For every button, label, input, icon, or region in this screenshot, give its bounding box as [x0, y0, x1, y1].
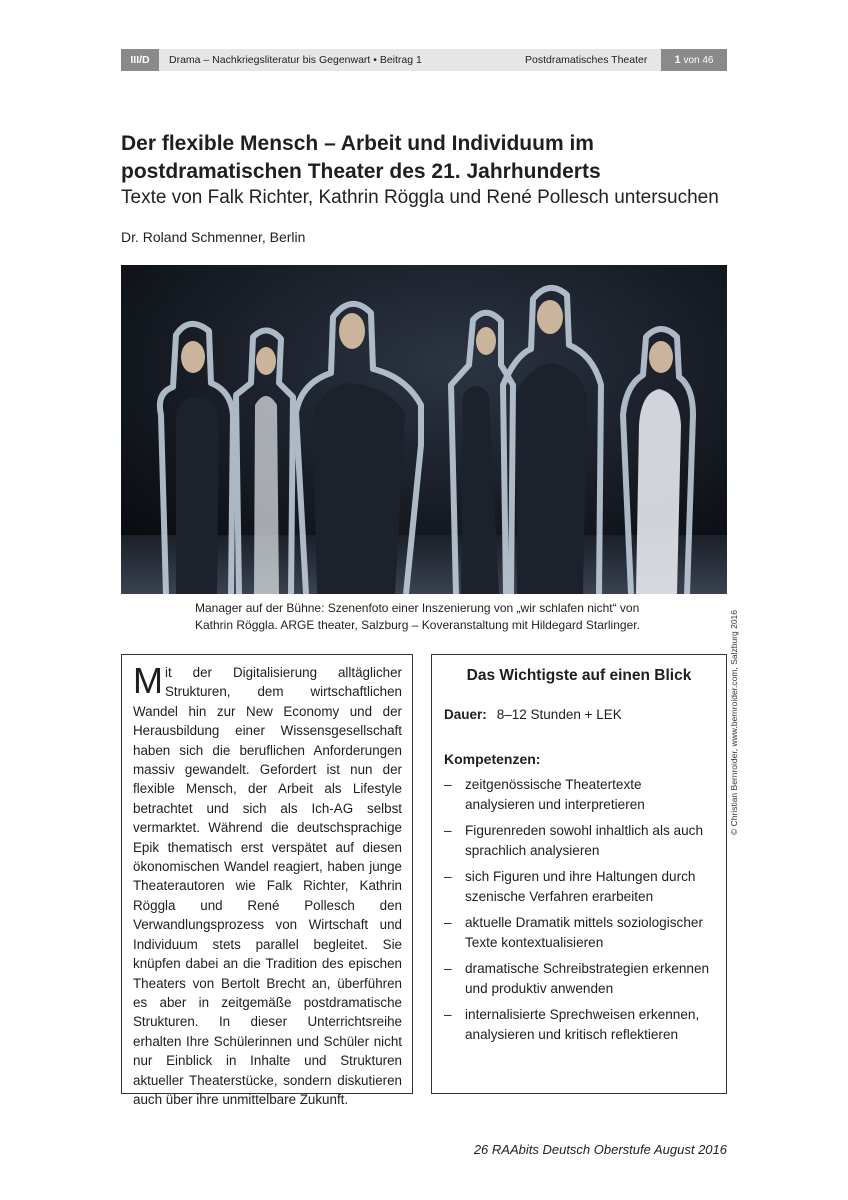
- page-number: 1: [674, 54, 681, 66]
- page-title: Der flexible Mensch – Arbeit und Individuum im postdramatischen Theater des 21. Jahrhunderts: [121, 132, 601, 183]
- photo-credit-text: © Christian Bernroider, www.bernroider.com, Salzburg 2016: [729, 609, 739, 835]
- list-item: – dramatische Schreibstrategien erkennen und produktiv anwenden: [444, 961, 710, 996]
- caption-line-2: Kathrin Röggla. ARGE theater, Salzburg – Koveranstaltung mit Hildegard Starlinger.: [195, 618, 640, 632]
- page-subtitle: Texte von Falk Richter, Kathrin Röggla und René Pollesch untersuchen: [121, 187, 719, 208]
- breadcrumb: Drama – Nachkriegsliteratur bis Gegenwart • Beitrag 1: [169, 54, 422, 66]
- key-box-heading: Das Wichtigste auf einen Blick: [466, 667, 692, 684]
- photo-credit: [725, 595, 745, 835]
- intro-text: it der Digitalisierung alltäglicher Strukturen, dem wirtschaftlichen Wandel hin zur New Economy und der Herausbildung einer Wissensgesellschaft haben sich die beruflichen Anforderungen massiv gewandelt. Gefordert ist nun der flexible Mensch, der Arbeit als Lifestyle betrachtet und sich als Ich-AG selbst vermarktet. Während die deutschsprachige Epik thematisch erst verspätet auf diesen ökonomischen Wandel reagiert, haben junge Theaterautoren wie Falk Richter, Kathrin Röggla und René Pollesch den Verwandlungsprozess von Wirtschaft und Individuum stets parallel begleitet. Sie knüpfen dabei an die Tradition des epischen Theaters von Bertolt Brecht an, überführen es aber in zeitgemäße postdramatische Strukturen. In dieser Unterrichtsreihe erhalten Ihre Schülerinnen und Schüler nicht nur Einblick in Inhalte und Strukturen aktueller Theaterstücke, sondern diskutieren auch über ihre unmittelbare Zukunft.: [133, 665, 402, 1107]
- drop-cap: M: [133, 660, 163, 701]
- duration-value: 8–12 Stunden + LEK: [496, 707, 622, 722]
- photo-caption: [195, 600, 675, 634]
- key-info-box: [431, 654, 727, 1094]
- list-item: – aktuelle Dramatik mittels soziologischer Texte kontextualisieren: [444, 915, 703, 950]
- list-item: – Figurenreden sowohl inhaltlich als auch sprachlich analysieren: [444, 823, 704, 858]
- competencies-list: [444, 775, 714, 1044]
- stage-photo: [121, 265, 727, 594]
- caption-line-1: Manager auf der Bühne: Szenenfoto einer Inszenierung von „wir schlafen nicht“ von: [195, 601, 640, 615]
- topic-label: Postdramatisches Theater: [525, 54, 648, 66]
- page-total: von 46: [683, 55, 714, 66]
- list-item: – sich Figuren und ihre Haltungen durch szenische Verfahren erarbeiten: [444, 869, 696, 904]
- page-footer: 26 RAAbits Deutsch Oberstufe August 2016: [473, 1142, 727, 1157]
- author: Dr. Roland Schmenner, Berlin: [121, 229, 306, 245]
- duration-label: Dauer:: [444, 707, 487, 722]
- list-item: – zeitgenössische Theatertexte analysieren und interpretieren: [444, 777, 645, 812]
- competencies-heading: Kompetenzen:: [444, 751, 541, 767]
- duration: [444, 707, 714, 722]
- list-item: – internalisierte Sprechweisen erkennen, analysieren und kritisch reflektieren: [444, 1007, 700, 1042]
- page-indicator: [661, 49, 727, 71]
- running-header: [121, 49, 727, 71]
- section-label: III/D: [121, 49, 159, 71]
- intro-box: [121, 654, 413, 1107]
